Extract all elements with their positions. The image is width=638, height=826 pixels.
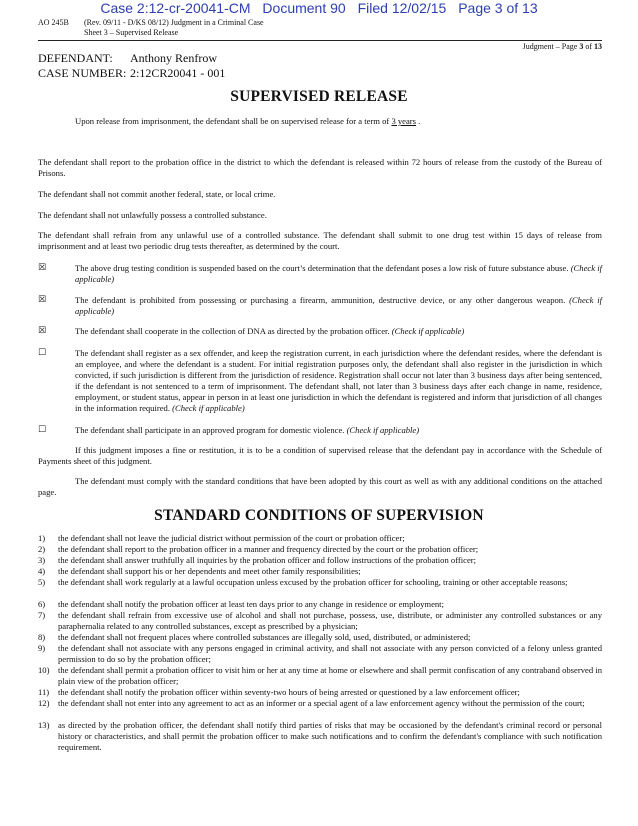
checkbox-item: ☒ The defendant shall cooperate in the collection of DNA as directed by the probation officer. (Check if applicable) (38, 326, 465, 336)
condition-item: 7) the defendant shall refrain from excessive use of alcohol and shall not purchase, possess, use, distribute, or administer any controlled substances or any paraphernalia related to any controlled substances, except as prescribed by a physician; (38, 610, 602, 631)
form-identifier (38, 18, 264, 38)
checked-box-icon: ☒ (38, 263, 47, 273)
page-indicator: Page 3 of 13 (458, 0, 538, 16)
condition-item: 4) the defendant shall support his or her dependents and meet other family responsibilities; (38, 566, 361, 576)
filing-banner (0, 0, 638, 17)
refrain-paragraph: The defendant shall refrain from any unlawful use of a controlled substance. The defendant shall submit to one drug test within 15 days of release from imprisonment and at least two periodic drug tests thereafter, as determined by the court. (38, 230, 602, 251)
condition-item: 12) the defendant shall not enter into any agreement to act as an informer or a special agent of a law enforcement agency without the permission of the court; (38, 698, 585, 708)
checkbox-item: ☒ The above drug testing condition is suspended based on the court’s determination that the defendant poses a low risk of future substance abuse. (Check if applicable) (38, 263, 602, 284)
case-number-label: CASE NUMBER: (38, 66, 127, 80)
condition-item: 3) the defendant shall answer truthfully all inquiries by the probation officer and follow instructions of the probation officer; (38, 555, 477, 565)
case-id: Case 2:12-cr-20041-CM (100, 0, 251, 16)
defendant-line (38, 51, 217, 66)
defendant-name: Anthony Renfrow (130, 51, 217, 65)
filed-date: Filed 12/02/15 (357, 0, 447, 16)
comply-paragraph: The defendant must comply with the standard conditions that have been adopted by this court as well as with any additional conditions on the attached page. (38, 476, 602, 497)
condition-item: 13) as directed by the probation officer, the defendant shall notify third parties of risks that may be occasioned by the defendant's criminal record or personal history or characteristics, and shall permit the probation officer to make such notifications and to confirm the defendant's compliance with such notification requirement. (38, 720, 602, 752)
page-label: Judgment – Page (522, 42, 580, 51)
page-num: 3 (579, 42, 584, 51)
checked-box-icon: ☒ (38, 295, 47, 305)
document-number: Document 90 (262, 0, 346, 16)
release-term-text: Upon release from imprisonment, the defendant shall be on supervised release for a term of 3 years . (75, 116, 421, 126)
case-number-line (38, 66, 225, 81)
form-code: AO 245B (38, 18, 69, 27)
form-revision: (Rev. 09/11 - D/KS 08/12) Judgment in a Criminal Case (84, 18, 264, 27)
judgment-page (523, 42, 602, 51)
checkbox-item: ☐ The defendant shall register as a sex offender, and keep the registration current, in each jurisdiction where the defendant resides, where the defendant is an employee, and where the defendant is a student. For initial registration purposes only, the defendant shall also register in the jurisdiction in which convicted, if such jurisdiction is different from the jurisdiction of residence. Registration shall occur not later than 3 business days after being sentenced, if the defendant is not sentenced to a term of imprisonment. The defendant shall, not later than 3 business days after each change in name, residence, employment, or student status, appear in person in at least one jurisdiction in which the defendant is registered and inform that jurisdiction of all changes in the information required. (Check if applicable) (38, 348, 602, 413)
condition-item: 6) the defendant shall notify the probation officer at least ten days prior to any change in residence or employment; (38, 599, 444, 609)
supervised-release-heading: SUPERVISED RELEASE (230, 88, 408, 105)
checked-box-icon: ☒ (38, 326, 47, 336)
page-total: 13 (594, 42, 602, 51)
condition-item: 10) the defendant shall permit a probation officer to visit him or her at any time at home or elsewhere and shall permit confiscation of any contraband observed in plain view of the probation officer; (38, 665, 602, 686)
standard-conditions-heading: STANDARD CONDITIONS OF SUPERVISION (154, 507, 484, 524)
defendant-label: DEFENDANT: (38, 51, 113, 65)
page-of-word: of (583, 42, 594, 51)
empty-box-icon: ☐ (38, 348, 47, 358)
condition-item: 11) the defendant shall notify the probation officer within seventy-two hours of being arrested or questioned by a law enforcement officer; (38, 687, 520, 697)
condition-item: 9) the defendant shall not associate with any persons engaged in criminal activity, and shall not associate with any person convicted of a felony unless granted permission to do so by the probation officer; (38, 643, 602, 664)
empty-box-icon: ☐ (38, 425, 47, 435)
condition-item: 8) the defendant shall not frequent places where controlled substances are illegally sold, used, distributed, or administered; (38, 632, 471, 642)
condition-item: 5) the defendant shall work regularly at a lawful occupation unless excused by the probation officer for schooling, training or other acceptable reasons; (38, 577, 568, 587)
report-paragraph: The defendant shall report to the probation office in the district to which the defendant is released within 72 hours of release from the custody of the Bureau of Prisons. (38, 157, 602, 178)
checkbox-item: ☒ The defendant is prohibited from possessing or purchasing a firearm, ammunition, destructive device, or any other dangerous weapon. (Check if applicable) (38, 295, 602, 316)
form-sheet: Sheet 3 – Supervised Release (84, 28, 179, 37)
crime-paragraph: The defendant shall not commit another federal, state, or local crime. (38, 189, 276, 199)
fine-paragraph: If this judgment imposes a fine or restitution, it is to be a condition of supervised release that the defendant pay in accordance with the Schedule of Payments sheet of this judgment. (38, 445, 602, 466)
condition-item: 2) the defendant shall report to the probation officer in a manner and frequency directed by the court or the probation officer; (38, 544, 479, 554)
header-rule (38, 40, 602, 41)
release-term: 3 years (391, 116, 417, 126)
checkbox-item: ☐ The defendant shall participate in an approved program for domestic violence. (Check if applicable) (38, 425, 420, 435)
possess-paragraph: The defendant shall not unlawfully possess a controlled substance. (38, 210, 267, 220)
case-number: 2:12CR20041 - 001 (130, 66, 226, 80)
condition-item: 1) the defendant shall not leave the judicial district without permission of the court or probation officer; (38, 533, 405, 543)
